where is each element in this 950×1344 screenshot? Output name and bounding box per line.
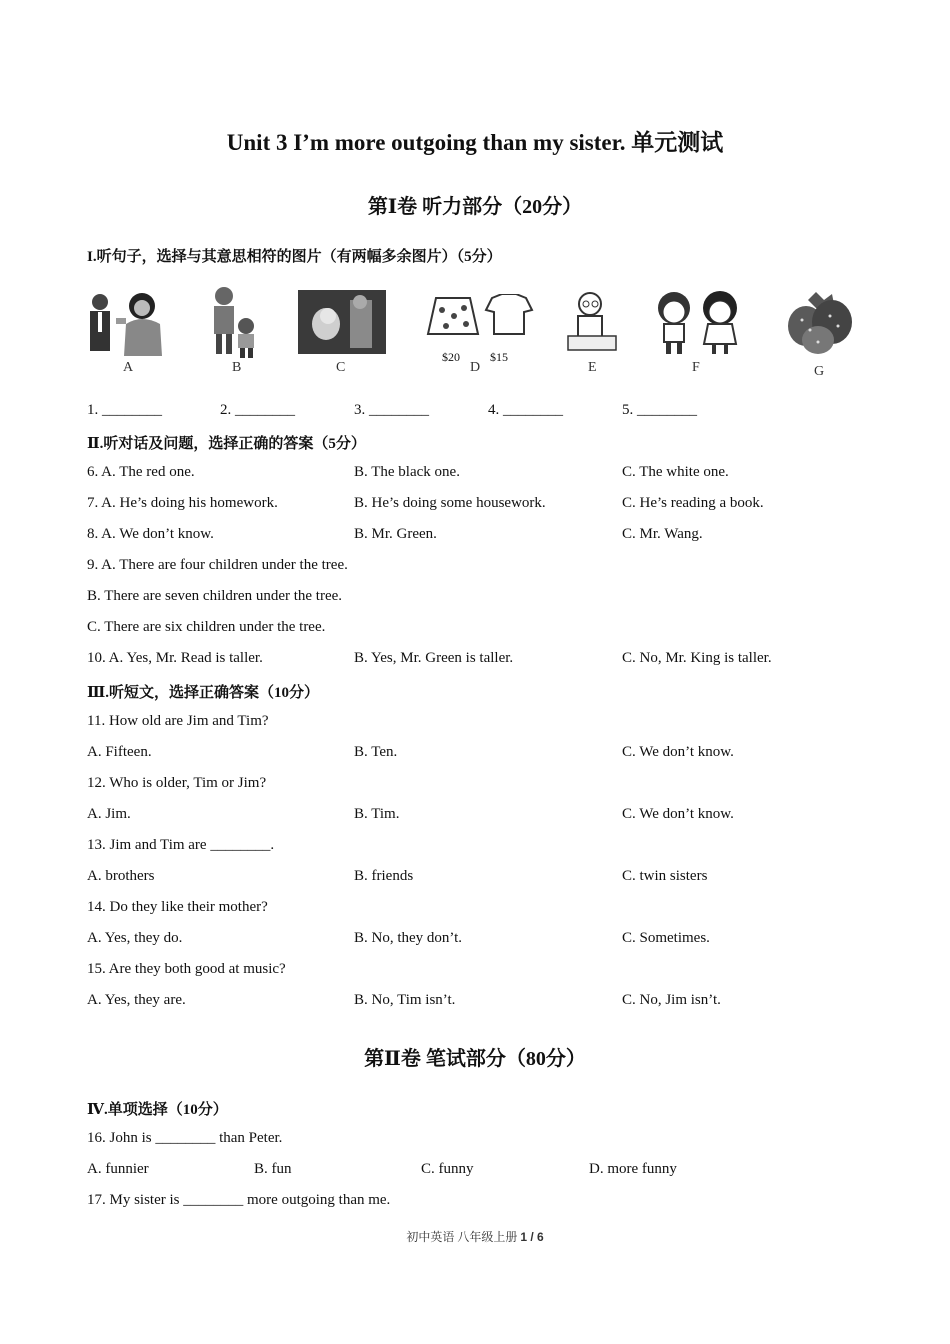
q8-option-b: B. Mr. Green. [354,526,437,542]
q16-option-a: A. funnier [87,1161,149,1177]
part-1-title: 第Ⅰ卷 听力部分（20分） [367,196,583,218]
footer-text: 初中英语 八年级上册 [406,1230,521,1244]
q11-question: 11. How old are Jim and Tim? [87,713,269,729]
price-tag-tshirt: $15 [490,350,508,364]
listening-pictures [86,284,866,384]
q15-option-a: A. Yes, they are. [87,992,186,1008]
picture-d [426,294,536,357]
page-number: 1 / 6 [520,1230,544,1244]
q11-option-a: A. Fifteen. [87,744,152,760]
q10-option-a: 10. A. Yes, Mr. Read is taller. [87,650,263,666]
q9-option-a: 9. A. There are four children under the tree. [87,557,348,573]
picture-letter-e: E [588,360,597,375]
part-2-title: 第Ⅱ卷 笔试部分（80分） [364,1048,586,1070]
q6-option-a: 6. A. The red one. [87,464,195,480]
section-1-heading: I.听句子，选择与其意思相符的图片（有两幅多余图片）（5分） [87,249,502,265]
q16-option-d: D. more funny [589,1161,677,1177]
picture-b [204,284,264,364]
q7-option-b: B. He’s doing some housework. [354,495,546,511]
picture-letter-c: C [336,360,346,375]
q11-option-c: C. We don’t know. [622,744,734,760]
q15-option-c: C. No, Jim isn’t. [622,992,721,1008]
q8-option-c: C. Mr. Wang. [622,526,703,542]
q9-option-b: B. There are seven children under the tree. [87,588,343,604]
section-2-heading: Ⅱ.听对话及问题，选择正确的答案（5分） [87,436,366,452]
q13-option-b: B. friends [354,868,414,884]
q6-option-c: C. The white one. [622,464,729,480]
picture-letter-b: B [232,360,242,375]
q9-option-c: C. There are six children under the tree. [87,619,326,635]
q13-question: 13. Jim and Tim are ________. [87,837,275,853]
picture-f [652,290,748,361]
price-tag-skirt: $20 [442,350,460,364]
q15-option-b: B. No, Tim isn’t. [354,992,456,1008]
picture-a [86,284,176,364]
picture-g [778,292,862,363]
q11-option-b: B. Ten. [354,744,398,760]
section-3-heading: Ⅲ.听短文，选择正确答案（10分） [87,685,320,701]
q10-option-b: B. Yes, Mr. Green is taller. [354,650,514,666]
page-title: Unit 3 I’m more outgoing than my sister. 单元测试 [226,130,724,155]
picture-letter-d: D [470,360,481,375]
q12-option-c: C. We don’t know. [622,806,734,822]
picture-letter-a: A [123,360,134,375]
q12-option-b: B. Tim. [354,806,400,822]
answer-blank-5[interactable]: 5. ________ [622,402,697,418]
answer-blank-4[interactable]: 4. ________ [488,402,563,418]
q6-option-b: B. The black one. [354,464,460,480]
q14-option-c: C. Sometimes. [622,930,710,946]
answer-blank-3[interactable]: 3. ________ [354,402,429,418]
q13-option-c: C. twin sisters [622,868,708,884]
q15-question: 15. Are they both good at music? [87,961,286,977]
q10-option-c: C. No, Mr. King is taller. [622,650,772,666]
q16-question: 16. John is ________ than Peter. [87,1130,283,1146]
q16-option-c: C. funny [421,1161,474,1177]
q13-option-a: A. brothers [87,868,155,884]
q14-option-b: B. No, they don’t. [354,930,463,946]
q8-option-a: 8. A. We don’t know. [87,526,214,542]
picture-letter-f: F [692,360,700,375]
q7-option-c: C. He’s reading a book. [622,495,764,511]
picture-letter-g: G [814,364,825,379]
q17-question: 17. My sister is ________ more outgoing than me. [87,1192,391,1208]
q12-question: 12. Who is older, Tim or Jim? [87,775,267,791]
section-4-heading: Ⅳ.单项选择（10分） [87,1102,228,1118]
picture-e [564,290,620,361]
page-footer [0,1228,950,1245]
picture-c [298,290,386,359]
answer-blank-2[interactable]: 2. ________ [220,402,295,418]
answer-blank-1[interactable]: 1. ________ [87,402,162,418]
q7-option-a: 7. A. He’s doing his homework. [87,495,278,511]
q14-question: 14. Do they like their mother? [87,899,268,915]
q14-option-a: A. Yes, they do. [87,930,183,946]
q12-option-a: A. Jim. [87,806,131,822]
q16-option-b: B. fun [254,1161,292,1177]
